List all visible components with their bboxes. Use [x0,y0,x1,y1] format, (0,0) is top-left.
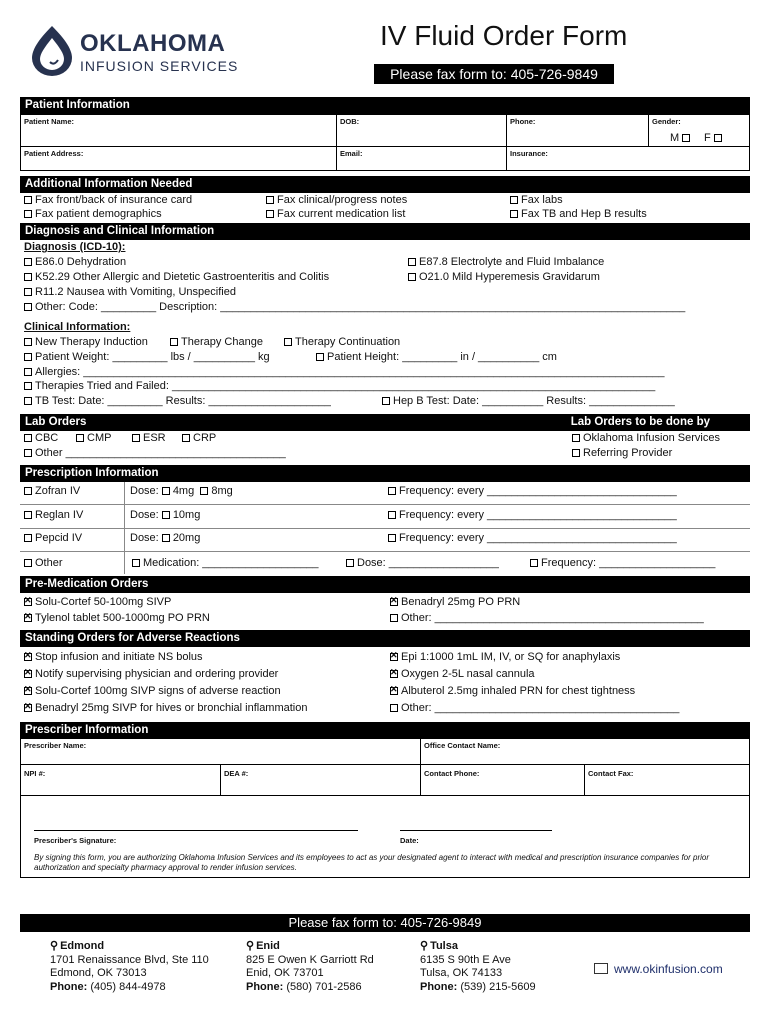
header-fax-banner: Please fax form to: 405-726-9849 [374,64,614,84]
premed-item[interactable]: Other: ____________________________________________ [390,612,704,624]
gender-f-option[interactable]: F [704,132,725,144]
lab-other[interactable]: Other ____________________________________ [24,447,286,459]
checkbox[interactable] [76,434,84,442]
checkbox[interactable] [572,434,580,442]
lab-done-by-option[interactable]: Referring Provider [572,447,672,459]
rx-dose-other[interactable]: Dose: __________________ [346,557,499,569]
patient-name-label: Patient Name: [24,117,75,126]
form-title: IV Fluid Order Form [380,20,628,51]
standing-item[interactable]: ✕Notify supervising physician and ordering provider [24,668,278,680]
checkbox[interactable] [24,449,32,457]
standing-item[interactable]: Other: ________________________________________ [390,702,679,714]
clinical-subheading: Clinical Information: [24,321,131,333]
checked-checkbox[interactable] [24,687,32,695]
droplet-logo-icon [28,24,76,76]
location-tulsa: ⚲ Tulsa 6135 S 90th E Ave Tulsa, OK 74133 Phone: (539) 215-5609 [420,940,536,993]
checkbox[interactable] [24,382,32,390]
checkbox[interactable] [162,511,170,519]
standing-item[interactable]: ✕Oxygen 2-5L nasal cannula [390,668,535,680]
location-pin-icon: ⚲ [246,940,255,952]
checked-checkbox[interactable] [24,653,32,661]
rx-dose[interactable]: Dose: 10mg [130,509,201,521]
standing-orders-heading: Standing Orders for Adverse Reactions [20,630,750,647]
checkbox[interactable] [24,534,32,542]
diagnosis-item[interactable]: E86.0 Dehydration [24,256,126,268]
contact-phone-label: Contact Phone: [424,769,480,778]
checkbox[interactable] [24,368,32,376]
checked-checkbox[interactable] [390,653,398,661]
logo-name: OKLAHOMA [80,30,226,57]
premed-item[interactable]: ✕Benadryl 25mg PO PRN [390,596,520,608]
company-logo [28,24,248,80]
diagnosis-subheading: Diagnosis (ICD-10): [24,241,126,253]
checkbox[interactable] [24,487,32,495]
lab-orders-heading: Lab Orders Lab Orders to be done by [20,414,750,431]
lab-done-by-heading: Lab Orders to be done by [570,416,710,428]
prescriber-heading: Prescriber Information [20,722,750,739]
checkbox[interactable] [530,559,538,567]
checkbox[interactable] [200,487,208,495]
checked-checkbox[interactable] [24,598,32,606]
checked-checkbox[interactable] [24,614,32,622]
standing-item[interactable]: ✕Albuterol 2.5mg inhaled PRN for chest tightness [390,685,635,697]
standing-item[interactable]: ✕Solu-Cortef 100mg SIVP signs of adverse reaction [24,685,281,697]
checkbox[interactable] [24,273,32,281]
rx-frequency[interactable]: Frequency: every _______________________________ [388,509,677,521]
location-edmond: ⚲ Edmond 1701 Renaissance Blvd, Ste 110 Edmond, OK 73013 Phone: (405) 844-4978 [50,940,209,993]
checked-checkbox[interactable] [390,598,398,606]
diagnosis-item[interactable]: K52.29 Other Allergic and Dietetic Gastroenteritis and Colitis [24,271,329,283]
date-label: Date: [400,836,419,845]
checkbox[interactable] [408,258,416,266]
additional-item[interactable]: Fax TB and Hep B results [510,208,647,220]
checked-checkbox[interactable] [24,704,32,712]
rx-dose[interactable]: Dose: 4mg 8mg [130,485,233,497]
therapies-failed-field[interactable]: Therapies Tried and Failed: _______________________________________________________________________________ [24,380,655,392]
checkbox[interactable] [346,559,354,567]
lab-option[interactable]: CMP [76,432,111,444]
logo-subtitle: INFUSION SERVICES [80,58,239,74]
phone-label: Phone: [510,117,536,126]
additional-item[interactable]: Fax current medication list [266,208,405,220]
checkbox[interactable] [388,534,396,542]
checkbox[interactable] [266,210,274,218]
npi-label: NPI #: [24,769,46,778]
checkbox[interactable] [132,559,140,567]
checkbox[interactable] [24,258,32,266]
therapy-option[interactable]: New Therapy Induction [24,336,148,348]
diagnosis-item[interactable]: R11.2 Nausea with Vomiting, Unspecified [24,286,236,298]
checkbox[interactable] [24,303,32,311]
prescriber-name-label: Prescriber Name: [24,741,87,750]
gender-m-checkbox[interactable] [682,134,690,142]
allergies-field[interactable]: Allergies: _______________________________________________________________________________________________ [24,366,664,378]
checkbox[interactable] [316,353,324,361]
diagnosis-heading: Diagnosis and Clinical Information [20,223,750,240]
additional-item[interactable]: Fax clinical/progress notes [266,194,407,206]
gender-m-option[interactable]: M [670,132,693,144]
contact-fax-label: Contact Fax: [588,769,634,778]
lab-option[interactable]: ESR [132,432,166,444]
rx-medication[interactable]: Medication: ___________________ [132,557,319,569]
checkbox[interactable] [182,434,190,442]
rx-drug-reglan[interactable]: Reglan IV [24,509,83,521]
patient-height-field[interactable]: Patient Height: _________ in / __________ cm [316,351,557,363]
additional-information-heading: Additional Information Needed [20,176,750,193]
office-contact-label: Office Contact Name: [424,741,501,750]
tb-test-field[interactable]: TB Test: Date: _________ Results: ____________________ [24,395,331,407]
additional-item[interactable]: Fax labs [510,194,563,206]
email-label: Email: [340,149,363,158]
signature-label: Prescriber's Signature: [34,836,117,845]
checkbox[interactable] [510,196,518,204]
diagnosis-item[interactable]: E87.8 Electrolyte and Fluid Imbalance [408,256,604,268]
patient-information-heading: Patient Information [20,97,750,114]
monitor-icon [594,963,608,974]
checkbox[interactable] [24,353,32,361]
checkbox[interactable] [266,196,274,204]
gender-f-checkbox[interactable] [714,134,722,142]
checkbox[interactable] [24,338,32,346]
prescription-heading: Prescription Information [20,465,750,482]
website-link[interactable]: www.okinfusion.com [594,962,723,976]
checkbox[interactable] [388,511,396,519]
checkbox[interactable] [24,288,32,296]
date-line[interactable] [400,830,552,831]
checkbox[interactable] [162,534,170,542]
checkbox[interactable] [510,210,518,218]
additional-item[interactable]: Fax front/back of insurance card [24,194,192,206]
rx-dose[interactable]: Dose: 20mg [130,532,201,544]
checkbox[interactable] [24,196,32,204]
signature-line[interactable] [34,830,358,831]
standing-item[interactable]: ✕Epi 1:1000 1mL IM, IV, or SQ for anaphylaxis [390,651,620,663]
lab-option[interactable]: CBC [24,432,58,444]
rx-drug-zofran[interactable]: Zofran IV [24,485,80,497]
checkbox[interactable] [162,487,170,495]
hepb-test-field[interactable]: Hep B Test: Date: __________ Results: ______________ [382,395,675,407]
checkbox[interactable] [24,434,32,442]
premed-item[interactable]: ✕Tylenol tablet 500-1000mg PO PRN [24,612,210,624]
authorization-disclaimer: By signing this form, you are authorizing Oklahoma Infusion Services and its employees to act as your designated agent to interact with medical and prescription insurance companies for prior authorization and specialty pharmacy approval to render infusion services. [34,853,710,872]
location-pin-icon: ⚲ [420,940,429,952]
checked-checkbox[interactable] [390,670,398,678]
therapy-option[interactable]: Therapy Continuation [284,336,400,348]
patient-weight-field[interactable]: Patient Weight: _________ lbs / __________ kg [24,351,270,363]
rx-frequency[interactable]: Frequency: every _______________________________ [388,485,677,497]
checkbox[interactable] [284,338,292,346]
checkbox[interactable] [24,559,32,567]
premed-item[interactable]: ✕Solu-Cortef 50-100mg SIVP [24,596,171,608]
checked-checkbox[interactable] [24,670,32,678]
standing-item[interactable]: ✕Stop infusion and initiate NS bolus [24,651,203,663]
checkbox[interactable] [408,273,416,281]
diagnosis-item[interactable]: O21.0 Mild Hyperemesis Gravidarum [408,271,600,283]
checkbox[interactable] [24,511,32,519]
checkbox[interactable] [132,434,140,442]
standing-item[interactable]: ✕Benadryl 25mg SIVP for hives or bronchial inflammation [24,702,308,714]
premed-heading: Pre-Medication Orders [20,576,750,593]
checkbox[interactable] [24,397,32,405]
rx-frequency-other[interactable]: Frequency: ___________________ [530,557,715,569]
location-pin-icon: ⚲ [50,940,59,952]
location-enid: ⚲ Enid 825 E Owen K Garriott Rd Enid, OK 73701 Phone: (580) 701-2586 [246,940,374,993]
rx-other[interactable]: Other [24,557,63,569]
checkbox[interactable] [388,487,396,495]
checkbox[interactable] [170,338,178,346]
checkbox[interactable] [390,614,398,622]
checkbox[interactable] [24,210,32,218]
checkbox[interactable] [382,397,390,405]
dea-label: DEA #: [224,769,249,778]
therapy-option[interactable]: Therapy Change [170,336,263,348]
checkbox[interactable] [390,704,398,712]
rx-frequency[interactable]: Frequency: every _______________________________ [388,532,677,544]
footer-fax-banner: Please fax form to: 405-726-9849 [20,914,750,932]
checked-checkbox[interactable] [390,687,398,695]
gender-label: Gender: [652,117,681,126]
dob-label: DOB: [340,117,360,126]
lab-done-by-option[interactable]: Oklahoma Infusion Services [572,432,720,444]
rx-drug-pepcid[interactable]: Pepcid IV [24,532,82,544]
insurance-label: Insurance: [510,149,548,158]
lab-option[interactable]: CRP [182,432,216,444]
additional-item[interactable]: Fax patient demographics [24,208,162,220]
patient-address-label: Patient Address: [24,149,84,158]
checkbox[interactable] [572,449,580,457]
diagnosis-other[interactable]: Other: Code: _________ Description: ____________________________________________________________________________ [24,301,685,313]
